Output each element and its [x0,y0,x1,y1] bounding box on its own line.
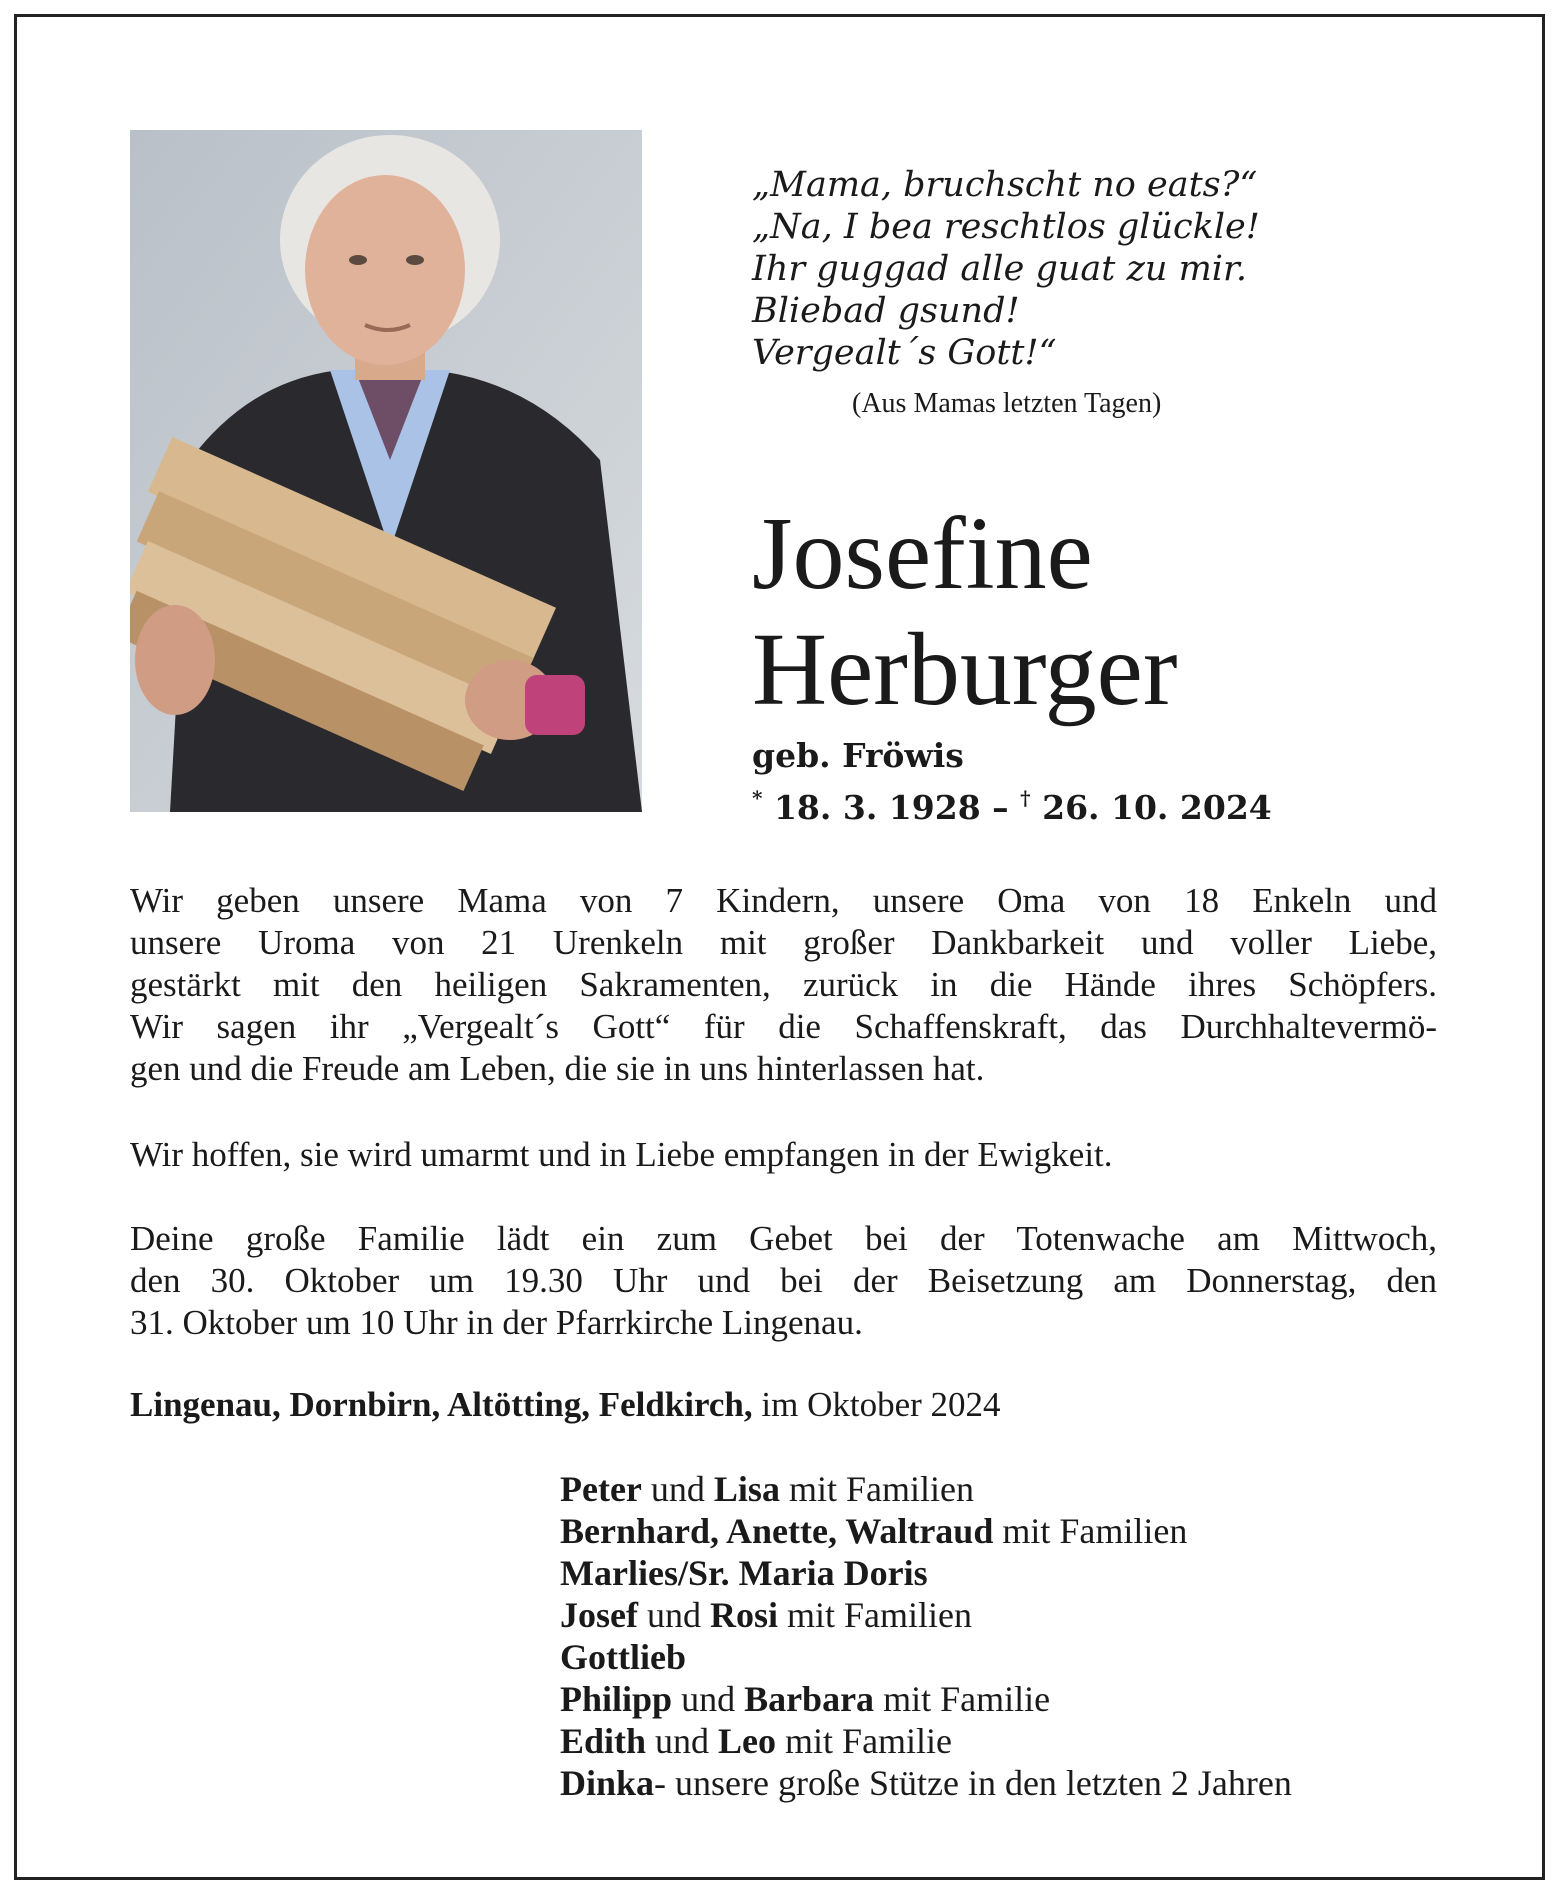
life-dates [752,778,1272,828]
quote-block [752,164,1392,374]
maiden-name: geb. Fröwis [752,736,964,775]
paragraph-hope [130,1134,1437,1176]
place-date [130,1384,1001,1426]
family-row: Edith und Leo mit Familie [560,1721,953,1761]
family-row: Gottlieb [560,1637,686,1677]
family-signatures [560,1468,1292,1804]
portrait-illustration [130,130,642,812]
text-line: gestärkt mit den heiligen Sakramenten, zurück in die Hände ihres Schöpfers. [130,965,1437,1004]
text-line: den 30. Oktober um 19.30 Uhr und bei der Beisetzung am Donnerstag, den [130,1261,1437,1300]
family-row: Marlies/Sr. Maria Doris [560,1553,928,1593]
family-row: Philipp und Barbara mit Familie [560,1679,1051,1719]
quote-line: Vergealt´s Gott!“ [752,333,1057,373]
quote-line: „Mama, bruchscht no eats?“ [752,165,1258,205]
place-month: im Oktober 2024 [752,1385,1001,1424]
family-row: Dinka- unsere große Stütze in den letzten 2 Jahren [560,1763,1292,1803]
death-date: 26. 10. 2024 [1042,788,1272,827]
last-name: Herburger [752,612,1178,727]
first-name: Josefine [752,496,1093,611]
family-row: Peter und Lisa mit Familien [560,1469,974,1509]
family-row: Bernhard, Anette, Waltraud mit Familien [560,1511,1188,1551]
text-line: unsere Uroma von 21 Urenkeln mit großer Dankbarkeit und voller Liebe, [130,923,1437,962]
text-line: Wir geben unsere Mama von 7 Kindern, unsere Oma von 18 Enkeln und [130,881,1437,920]
quote-line: Ihr guggad alle guat zu mir. [752,249,1247,289]
paragraph-invitation [130,1218,1437,1344]
text-line: Wir sagen ihr „Vergealt´s Gott“ für die Schaffenskraft, das Durchhaltevermö- [130,1007,1437,1046]
quote-source: (Aus Mamas letzten Tagen) [852,388,1162,419]
family-row: Josef und Rosi mit Familien [560,1595,972,1635]
death-symbol: † [1020,786,1031,810]
portrait-photo [130,130,642,812]
quote-line: „Na, I bea reschtlos glückle! [752,207,1260,247]
text-line: gen und die Freude am Leben, die sie in uns hinterlassen hat. [130,1049,985,1088]
date-dash: – [980,788,1021,827]
birth-date: 18. 3. 1928 [773,788,981,827]
text-line: Deine große Familie lädt ein zum Gebet bei der Totenwache am Mittwoch, [130,1219,1437,1258]
text-line: 31. Oktober um 10 Uhr in der Pfarrkirche Lingenau. [130,1303,863,1342]
place-towns: Lingenau, Dornbirn, Altötting, Feldkirch, [130,1385,753,1424]
deceased-name [752,496,1177,728]
quote-line: Bliebad gsund! [752,291,1020,331]
birth-symbol: * [752,786,763,810]
paragraph-gratitude [130,880,1437,1090]
text-line: Wir hoffen, sie wird umarmt und in Liebe empfangen in der Ewigkeit. [130,1135,1113,1174]
